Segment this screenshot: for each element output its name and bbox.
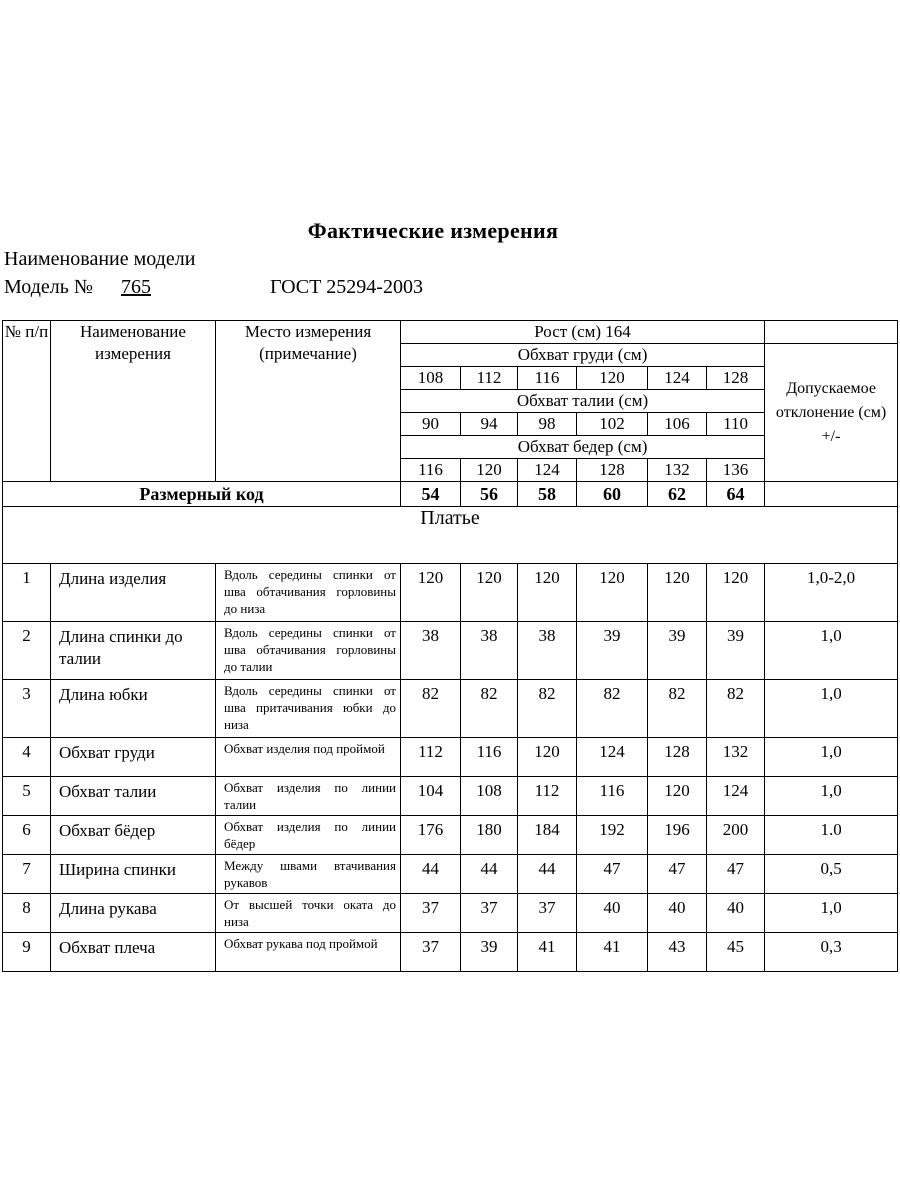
table-row xyxy=(3,894,898,933)
tolerance-value: 1,0 xyxy=(765,777,898,816)
measurement-place: Между швами втачивания рукавов xyxy=(216,855,401,894)
row-number: 5 xyxy=(3,777,51,816)
measurement-value: 120 xyxy=(401,564,461,622)
measurement-value: 120 xyxy=(518,738,577,777)
measurement-value: 41 xyxy=(518,933,577,972)
table-row xyxy=(3,564,898,622)
measurement-value: 176 xyxy=(401,816,461,855)
header-height: Рост (см) 164 xyxy=(401,321,765,344)
size-code: 54 xyxy=(401,482,461,507)
table-row xyxy=(3,622,898,680)
measurement-value: 82 xyxy=(518,680,577,738)
measurement-value: 47 xyxy=(577,855,648,894)
measurement-name: Ширина спинки xyxy=(51,855,216,894)
measurement-value: 120 xyxy=(461,564,518,622)
measurement-value: 44 xyxy=(461,855,518,894)
row-number: 7 xyxy=(3,855,51,894)
document-title: Фактические измерения xyxy=(307,218,559,243)
measurement-name: Длина рукава xyxy=(51,894,216,933)
gost-standard: ГОСТ 25294-2003 xyxy=(270,276,423,298)
measurement-value: 116 xyxy=(577,777,648,816)
measurement-value: 200 xyxy=(707,816,765,855)
table-row xyxy=(3,738,898,777)
header-waist-label: Обхват талии (см) xyxy=(401,390,765,413)
measurement-value: 37 xyxy=(461,894,518,933)
measurement-value: 120 xyxy=(648,777,707,816)
measurement-place: Обхват изделия по линии бёдер xyxy=(216,816,401,855)
measurement-value: 124 xyxy=(707,777,765,816)
hips-value: 132 xyxy=(648,459,707,482)
measurement-value: 196 xyxy=(648,816,707,855)
waist-value: 102 xyxy=(577,413,648,436)
measurement-value: 192 xyxy=(577,816,648,855)
table-row xyxy=(3,680,898,738)
hips-value: 136 xyxy=(707,459,765,482)
measurement-value: 120 xyxy=(648,564,707,622)
measurement-place: Обхват рукава под проймой xyxy=(216,933,401,972)
measurement-value: 37 xyxy=(518,894,577,933)
measurement-value: 37 xyxy=(401,894,461,933)
measurement-value: 184 xyxy=(518,816,577,855)
model-name-label: Наименование модели xyxy=(4,248,196,270)
hips-value: 128 xyxy=(577,459,648,482)
measurement-name: Обхват талии xyxy=(51,777,216,816)
model-number-value: 765 xyxy=(120,276,151,298)
table-row xyxy=(3,933,898,972)
size-code: 56 xyxy=(461,482,518,507)
measurement-value: 40 xyxy=(577,894,648,933)
measurement-name: Обхват груди xyxy=(51,738,216,777)
measurement-value: 104 xyxy=(401,777,461,816)
row-number: 4 xyxy=(3,738,51,777)
measurement-value: 44 xyxy=(518,855,577,894)
measurement-value: 47 xyxy=(707,855,765,894)
measurement-value: 132 xyxy=(707,738,765,777)
measurement-value: 128 xyxy=(648,738,707,777)
measurement-value: 120 xyxy=(518,564,577,622)
model-number-label: Модель № xyxy=(4,276,93,298)
measurement-value: 37 xyxy=(401,933,461,972)
measurement-value: 82 xyxy=(648,680,707,738)
measurement-place: От высшей точки оката до низа xyxy=(216,894,401,933)
measurement-value: 82 xyxy=(707,680,765,738)
header-hips-label: Обхват бедер (см) xyxy=(401,436,765,459)
chest-value: 108 xyxy=(401,367,461,390)
measurement-value: 38 xyxy=(461,622,518,680)
size-code: 62 xyxy=(648,482,707,507)
measurement-value: 112 xyxy=(401,738,461,777)
measurement-value: 44 xyxy=(401,855,461,894)
waist-value: 98 xyxy=(518,413,577,436)
tolerance-value: 0,3 xyxy=(765,933,898,972)
tolerance-value: 1.0 xyxy=(765,816,898,855)
tolerance-value: 1,0 xyxy=(765,622,898,680)
waist-value: 106 xyxy=(648,413,707,436)
measurement-place: Вдоль середины спинки от шва обтачивания горловины до талии xyxy=(216,622,401,680)
waist-value: 90 xyxy=(401,413,461,436)
header-place: Место измерения (примечание) xyxy=(216,321,401,482)
measurement-value: 40 xyxy=(648,894,707,933)
hips-value: 120 xyxy=(461,459,518,482)
measurement-value: 39 xyxy=(461,933,518,972)
waist-value: 94 xyxy=(461,413,518,436)
tolerance-value: 1,0-2,0 xyxy=(765,564,898,622)
measurement-name: Длина спинки до талии xyxy=(51,622,216,680)
measurement-name: Обхват плеча xyxy=(51,933,216,972)
row-number: 8 xyxy=(3,894,51,933)
size-code: 58 xyxy=(518,482,577,507)
measurement-value: 120 xyxy=(707,564,765,622)
measurement-value: 82 xyxy=(461,680,518,738)
measurement-value: 39 xyxy=(707,622,765,680)
table-row xyxy=(3,777,898,816)
table-row xyxy=(3,855,898,894)
hips-value: 124 xyxy=(518,459,577,482)
header-chest-label: Обхват груди (см) xyxy=(401,344,765,367)
size-code: 64 xyxy=(707,482,765,507)
measurement-value: 112 xyxy=(518,777,577,816)
model-number-line xyxy=(4,276,162,299)
measurement-value: 108 xyxy=(461,777,518,816)
measurement-name: Обхват бёдер xyxy=(51,816,216,855)
measurement-place: Обхват изделия под проймой xyxy=(216,738,401,777)
section-title: Платье xyxy=(3,507,898,564)
header-number: № п/п xyxy=(3,321,51,482)
tolerance-value: 1,0 xyxy=(765,680,898,738)
chest-value: 120 xyxy=(577,367,648,390)
measurement-place: Обхват изделия по линии талии xyxy=(216,777,401,816)
measurement-value: 124 xyxy=(577,738,648,777)
measurement-value: 82 xyxy=(577,680,648,738)
size-code-label: Размерный код xyxy=(3,482,401,507)
waist-value: 110 xyxy=(707,413,765,436)
measurement-place: Вдоль середины спинки от шва притачивания юбки до низа xyxy=(216,680,401,738)
measurement-value: 38 xyxy=(518,622,577,680)
measurement-value: 120 xyxy=(577,564,648,622)
tolerance-value: 1,0 xyxy=(765,894,898,933)
chest-value: 128 xyxy=(707,367,765,390)
measurement-name: Длина юбки xyxy=(51,680,216,738)
measurements-table xyxy=(2,320,898,972)
measurement-value: 41 xyxy=(577,933,648,972)
measurement-value: 38 xyxy=(401,622,461,680)
measurement-value: 39 xyxy=(577,622,648,680)
measurement-value: 43 xyxy=(648,933,707,972)
measurement-value: 82 xyxy=(401,680,461,738)
row-number: 9 xyxy=(3,933,51,972)
chest-value: 124 xyxy=(648,367,707,390)
row-number: 2 xyxy=(3,622,51,680)
measurement-value: 47 xyxy=(648,855,707,894)
chest-value: 112 xyxy=(461,367,518,390)
measurement-value: 116 xyxy=(461,738,518,777)
size-code-empty-cell xyxy=(765,482,898,507)
table-row xyxy=(3,816,898,855)
hips-value: 116 xyxy=(401,459,461,482)
tolerance-value: 1,0 xyxy=(765,738,898,777)
header-tolerance: Допускаемое отклонение (см) +/- xyxy=(765,344,898,482)
row-number: 3 xyxy=(3,680,51,738)
measurement-value: 45 xyxy=(707,933,765,972)
measurement-name: Длина изделия xyxy=(51,564,216,622)
header-empty-cell xyxy=(765,321,898,344)
size-code: 60 xyxy=(577,482,648,507)
row-number: 1 xyxy=(3,564,51,622)
chest-value: 116 xyxy=(518,367,577,390)
measurement-value: 40 xyxy=(707,894,765,933)
tolerance-value: 0,5 xyxy=(765,855,898,894)
row-number: 6 xyxy=(3,816,51,855)
measurement-value: 180 xyxy=(461,816,518,855)
measurement-place: Вдоль середины спинки от шва обтачивания горловины до низа xyxy=(216,564,401,622)
header-name: Наименование измерения xyxy=(51,321,216,482)
measurement-value: 39 xyxy=(648,622,707,680)
